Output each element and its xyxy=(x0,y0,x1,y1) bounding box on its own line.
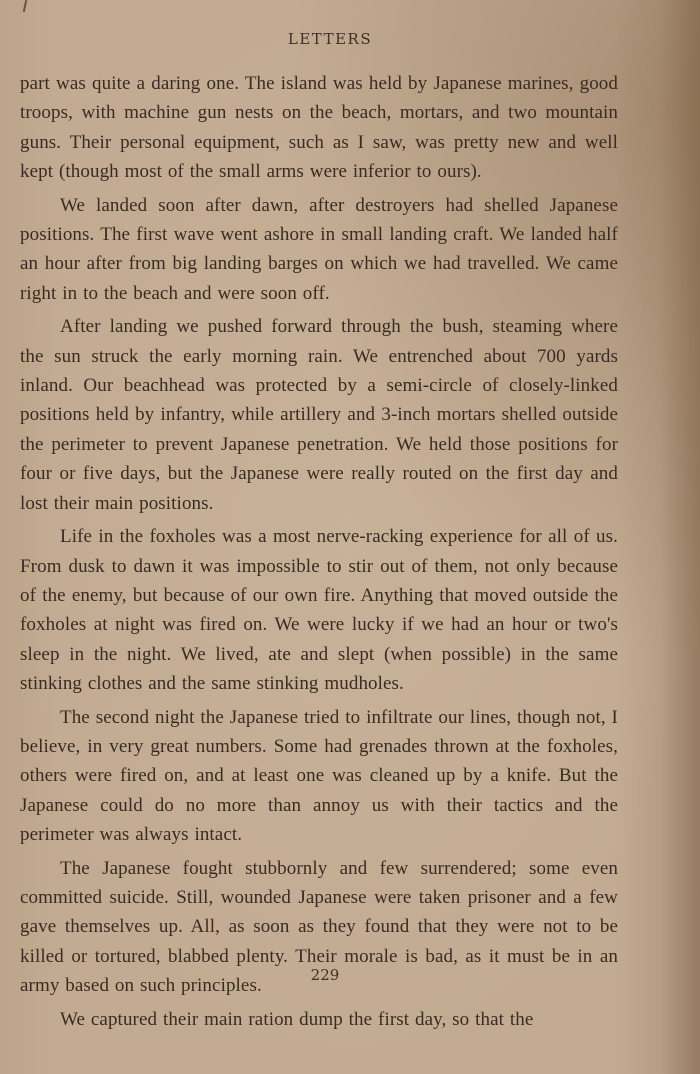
page-edge-shadow xyxy=(660,0,700,1074)
paragraph-2: We landed soon after dawn, after destroyers had shelled Japanese positions. The first wave went ashore in small landing craft. We landed half an hour after from big landing barges on which we had travelled. We came right in to the beach and were soon off. xyxy=(20,194,618,304)
running-header: LETTERS xyxy=(287,30,373,48)
page-edge-mark xyxy=(23,0,27,12)
paragraph-4: Life in the foxholes was a most nerve-racking experience for all of us. From dusk to dawn it was impossible to stir out of them, not only because of the enemy, but because of our own fire. Anything that moved outside the foxholes at night was fired on. We were lucky if we had an hour or two's sleep in the night. We lived, ate and slept (when possible) in the same stinking clothes and the same stinking mudholes. xyxy=(20,526,618,695)
paragraph-1: part was quite a daring one. The island was held by Japanese marines, good troops, with machine gun nests on the beach, mortars, and two mountain guns. Their personal equipment, such as I saw, was pretty new and well kept (though most of the small arms were inferior to ours). xyxy=(20,73,618,183)
paragraph-5: The second night the Japanese tried to infiltrate our lines, though not, I believe, in very great numbers. Some had grenades thrown at the foxholes, others were fired on, and at least one was cleaned up by a knife. But the Japanese could do no more than annoy us with their tactics and the perimeter was always intact. xyxy=(20,706,618,846)
page-number: 229 xyxy=(310,966,340,984)
paragraph-3: After landing we pushed forward through the bush, steaming where the sun struck the early morning rain. We entrenched about 700 yards inland. Our beachhead was protected by a semi-circle of closely-linked positions held by infantry, while artillery and 3-inch mortars shelled outside the perimeter to prevent Japanese penetration. We held those positions for four or five days, but the Japanese were really routed on the first day and lost their main positions. xyxy=(20,316,618,514)
paragraph-7: We captured their main ration dump the first day, so that the xyxy=(60,1008,534,1030)
paragraph-6: The Japanese fought stubbornly and few surrendered; some even committed suicide. Still, wounded Japanese were taken prisoner and a few gave themselves up. All, as soon as they found that they were not to be killed or tortured, blabbed plenty. Their morale is bad, as it must be in an army based on such principles. xyxy=(20,857,618,997)
page-body xyxy=(20,69,618,1038)
